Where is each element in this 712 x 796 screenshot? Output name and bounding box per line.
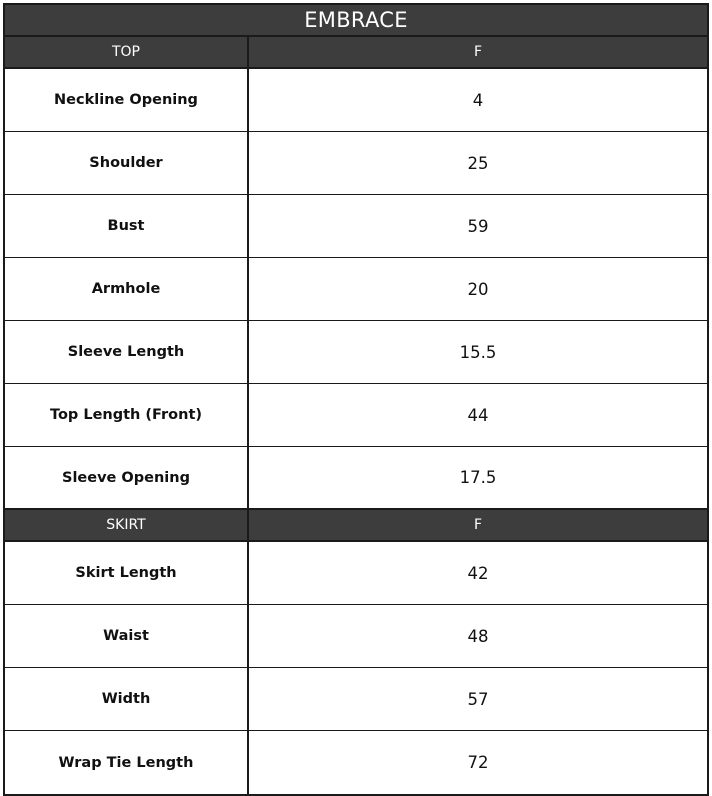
measurement-value: 15.5 — [459, 342, 497, 362]
table-row — [5, 605, 707, 668]
measurement-value: 42 — [467, 563, 489, 583]
table-row — [5, 195, 707, 258]
measurement-label: Skirt Length — [5, 542, 249, 604]
table-row — [5, 731, 707, 794]
table-row — [5, 132, 707, 195]
measurement-label: Armhole — [5, 258, 249, 320]
table-row — [5, 447, 707, 510]
measurement-value: 25 — [467, 153, 489, 173]
table-row — [5, 69, 707, 132]
measurement-label: Sleeve Length — [5, 321, 249, 383]
table-row — [5, 542, 707, 605]
measurement-label: Wrap Tie Length — [5, 731, 249, 794]
size-chart-table — [3, 3, 709, 796]
measurement-label: Sleeve Opening — [5, 447, 249, 508]
measurement-value: 59 — [467, 216, 489, 236]
measurement-value: 17.5 — [459, 468, 497, 487]
section-header-skirt — [5, 510, 707, 542]
measurement-label: Neckline Opening — [5, 69, 249, 131]
measurement-value: 44 — [467, 405, 489, 425]
measurement-label: Shoulder — [5, 132, 249, 194]
measurement-value: 57 — [467, 689, 489, 709]
measurement-value: 20 — [467, 279, 489, 299]
measurement-value: 48 — [467, 626, 489, 646]
measurement-label: Top Length (Front) — [5, 384, 249, 446]
size-column-header: F — [473, 517, 483, 533]
measurement-label: Width — [5, 668, 249, 730]
section-label: SKIRT — [5, 510, 249, 540]
measurement-label: Bust — [5, 195, 249, 257]
measurement-label: Waist — [5, 605, 249, 667]
chart-title: EMBRACE — [5, 5, 707, 37]
table-row — [5, 321, 707, 384]
size-column-header: F — [473, 44, 483, 60]
section-label: TOP — [5, 37, 249, 67]
table-row — [5, 384, 707, 447]
section-header-top — [5, 37, 707, 69]
table-row — [5, 668, 707, 731]
measurement-value: 4 — [472, 90, 484, 110]
table-row — [5, 258, 707, 321]
measurement-value: 72 — [467, 753, 489, 772]
